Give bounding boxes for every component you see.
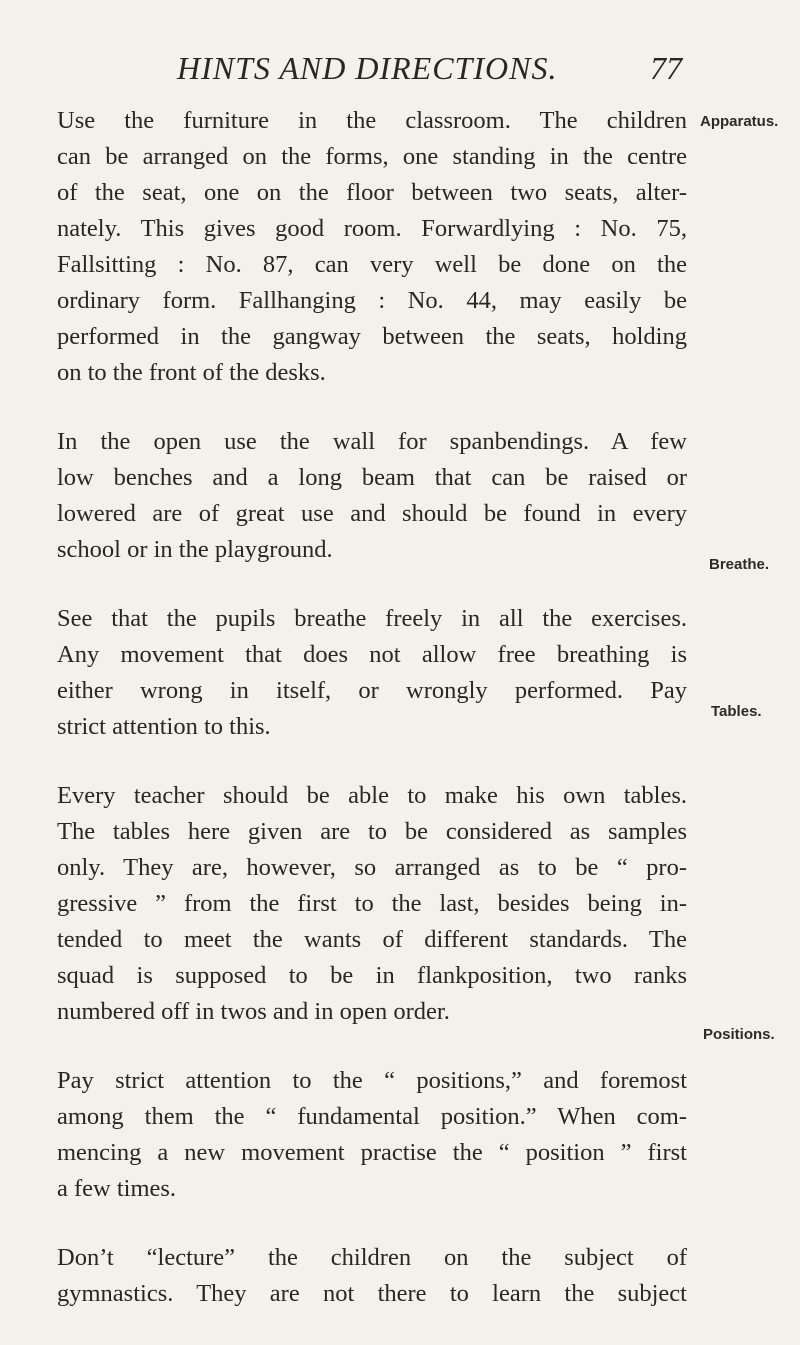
- side-note-positions: Positions.: [703, 1026, 775, 1043]
- text-line: strict attention to this.: [57, 713, 271, 740]
- text-line: lowered are of great use and should be found in every: [57, 500, 687, 527]
- text-line: low benches and a long beam that can be raised or: [57, 464, 687, 491]
- text-line: mencing a new movement practise the “ position ” first: [57, 1139, 687, 1166]
- text-line: ordinary form. Fallhanging : No. 44, may easily be: [57, 287, 687, 314]
- side-note-breathe: Breathe.: [709, 556, 770, 573]
- text-line: gressive ” from the first to the last, besides being in-: [57, 890, 687, 917]
- text-line: Any movement that does not allow free breathing is: [57, 641, 687, 668]
- text-line: squad is supposed to be in flankposition, two ranks: [57, 962, 687, 989]
- running-title: HINTS AND DIRECTIONS.: [177, 50, 558, 86]
- paragraph-open-air: [57, 424, 687, 568]
- text-line: In the open use the wall for spanbendings. A few: [57, 428, 687, 455]
- text-line: The tables here given are to be considered as samples: [57, 818, 687, 845]
- text-line: performed in the gangway between the seats, holding: [57, 323, 687, 350]
- text-line: Pay strict attention to the “ positions,” and foremost: [57, 1067, 687, 1094]
- paragraph-lecture: [57, 1240, 687, 1312]
- paragraph-tables: [57, 778, 687, 1030]
- text-line: on to the front of the desks.: [57, 359, 326, 386]
- running-head: [0, 50, 800, 90]
- text-line: gymnastics. They are not there to learn the subject: [57, 1280, 687, 1307]
- text-line: Don’t “lecture” the children on the subject of: [57, 1244, 687, 1271]
- text-line: Every teacher should be able to make his own tables.: [57, 782, 687, 809]
- text-line: only. They are, however, so arranged as to be “ pro-: [57, 854, 687, 881]
- text-line: See that the pupils breathe freely in all the exercises.: [57, 605, 687, 632]
- text-line: among them the “ fundamental position.” When com-: [57, 1103, 687, 1130]
- paragraph-apparatus: [57, 103, 687, 391]
- paragraph-positions: [57, 1063, 687, 1207]
- text-line: school or in the playground.: [57, 536, 333, 563]
- text-line: can be arranged on the forms, one standing in the centre: [57, 143, 687, 170]
- text-line: tended to meet the wants of different standards. The: [57, 926, 687, 953]
- paragraph-breathe: [57, 601, 687, 745]
- text-line: Fallsitting : No. 87, can very well be done on the: [57, 251, 687, 278]
- text-line: a few times.: [57, 1175, 177, 1202]
- body-text: [57, 103, 687, 1345]
- page-number: 77: [650, 50, 682, 86]
- text-line: either wrong in itself, or wrongly performed. Pay: [57, 677, 687, 704]
- side-note-tables: Tables.: [711, 703, 762, 720]
- side-note-apparatus: Apparatus.: [700, 113, 779, 130]
- text-line: nately. This gives good room. Forwardlying : No. 75,: [57, 215, 687, 242]
- text-line: of the seat, one on the floor between two seats, alter-: [57, 179, 687, 206]
- text-line: numbered off in twos and in open order.: [57, 998, 450, 1025]
- text-line: Use the furniture in the classroom. The children: [57, 107, 687, 134]
